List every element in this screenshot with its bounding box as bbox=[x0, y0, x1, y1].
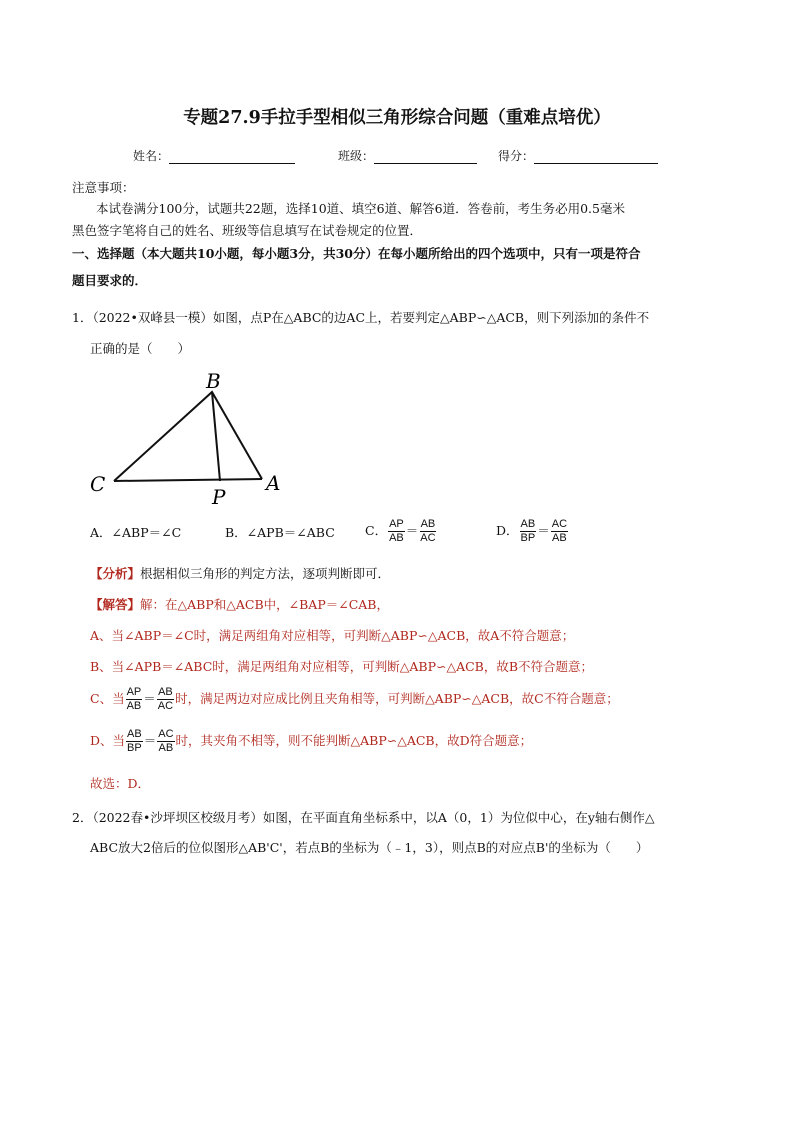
q1-triangle-figure bbox=[84, 366, 294, 511]
analysis bbox=[90, 566, 390, 582]
section1-line2: 题目要求的． bbox=[72, 273, 148, 288]
score-field bbox=[498, 147, 658, 164]
option-d-label: D． bbox=[496, 523, 519, 538]
notice-line2: 黑色签字笔将自己的姓名、班级等信息填写在试卷规定的位置． bbox=[72, 223, 423, 238]
fraction: $\frac{AC}{AB}$ bbox=[551, 518, 568, 544]
fraction: $\frac{AB}{BP}$ bbox=[127, 728, 142, 754]
name-blank[interactable] bbox=[169, 151, 295, 164]
option-c-label: C． bbox=[365, 523, 388, 538]
q2-stem-line1: 2．（2022春•沙坪坝区校级月考）如图，在平面直角坐标系中，以A（0，1）为位似中心，在y轴右侧作△ bbox=[72, 810, 655, 825]
label-c: C bbox=[90, 472, 106, 496]
class-label: 班级： bbox=[338, 149, 375, 163]
page-title: 专题27.9手拉手型相似三角形综合问题（重难点培优） bbox=[183, 108, 611, 128]
choose-answer: 故选：D． bbox=[90, 776, 151, 791]
analysis-text: 根据相似三角形的判定方法，逐项判断即可． bbox=[140, 566, 391, 581]
q1-stem-line2: 正确的是（ ） bbox=[90, 341, 191, 356]
option-b[interactable]: B．∠APB＝∠ABC bbox=[225, 525, 335, 540]
answer-tag: 【解答】 bbox=[90, 597, 141, 612]
fraction: $\frac{AP}{AB}$ bbox=[389, 518, 404, 544]
name-field bbox=[133, 147, 295, 164]
q1-stem-line1: 1．（2022•双峰县一模）如图，点P在△ABC的边AC上，若要判定△ABP∽△ACB，则下列添加的条件不 bbox=[72, 310, 650, 325]
notice-line1: 本试卷满分100分，试题共22题，选择10道、填空6道、解答6道．答卷前，考生务必用0.5毫米 bbox=[96, 201, 625, 216]
score-label: 得分： bbox=[498, 149, 535, 163]
solution-b: B、当∠APB＝∠ABC时，满足两组角对应相等，可判断△ABP∽△ACB，故B不符合题意； bbox=[90, 659, 594, 674]
section1-line1: 一、选择题（本大题共10小题，每小题3分，共30分）在每小题所给出的四个选项中，只有一项是符合 bbox=[72, 246, 641, 261]
score-blank[interactable] bbox=[534, 151, 658, 164]
solution-c: C、当 $\frac{AP}{AB}$ ＝ $\frac{AB}{AC}$ 时，满足两边对应成比例且夹角相等，可判断△ABP∽△ACB，故C不符合题意； bbox=[90, 686, 619, 712]
name-label: 姓名： bbox=[133, 149, 170, 163]
class-blank[interactable] bbox=[374, 151, 477, 164]
solution-a: A、当∠ABP＝∠C时，满足两组角对应相等，可判断△ABP∽△ACB，故A不符合题意； bbox=[90, 628, 575, 643]
fraction: $\frac{AB}{BP}$ bbox=[520, 518, 536, 544]
fraction: $\frac{AB}{AC}$ bbox=[157, 686, 174, 712]
label-a: A bbox=[266, 471, 281, 495]
notice-heading: 注意事项： bbox=[72, 180, 135, 195]
option-a[interactable]: A．∠ABP＝∠C bbox=[90, 525, 182, 540]
analysis-tag: 【分析】 bbox=[90, 566, 141, 581]
label-p: P bbox=[212, 485, 226, 509]
option-d[interactable]: D． $\frac{AB}{BP}$ ＝ $\frac{AC}{AB}$ bbox=[496, 518, 568, 544]
triangle-base bbox=[114, 479, 262, 481]
label-b: B bbox=[206, 369, 221, 393]
fraction: $\frac{AC}{AB}$ bbox=[158, 728, 174, 754]
q2-stem-line2: ABC放大2倍后的位似图形△AB'C'，若点B的坐标为（﹣1，3），则点B的对应点B'的坐标为（ ） bbox=[90, 840, 649, 855]
option-c[interactable]: C． $\frac{AP}{AB}$ ＝ $\frac{AB}{AC}$ bbox=[365, 518, 436, 544]
fraction: $\frac{AP}{AB}$ bbox=[126, 686, 142, 712]
solution-d: D、当 $\frac{AB}{BP}$ ＝ $\frac{AC}{AB}$ 时，其夹角不相等，则不能判断△ABP∽△ACB，故D符合题意； bbox=[90, 728, 533, 754]
class-field bbox=[338, 147, 477, 164]
fraction: $\frac{AB}{AC}$ bbox=[420, 518, 436, 544]
answer bbox=[90, 597, 389, 613]
triangle-sides bbox=[114, 392, 262, 481]
answer-text: 解：在△ABP和△ACB中，∠BAP＝∠CAB， bbox=[140, 597, 389, 612]
